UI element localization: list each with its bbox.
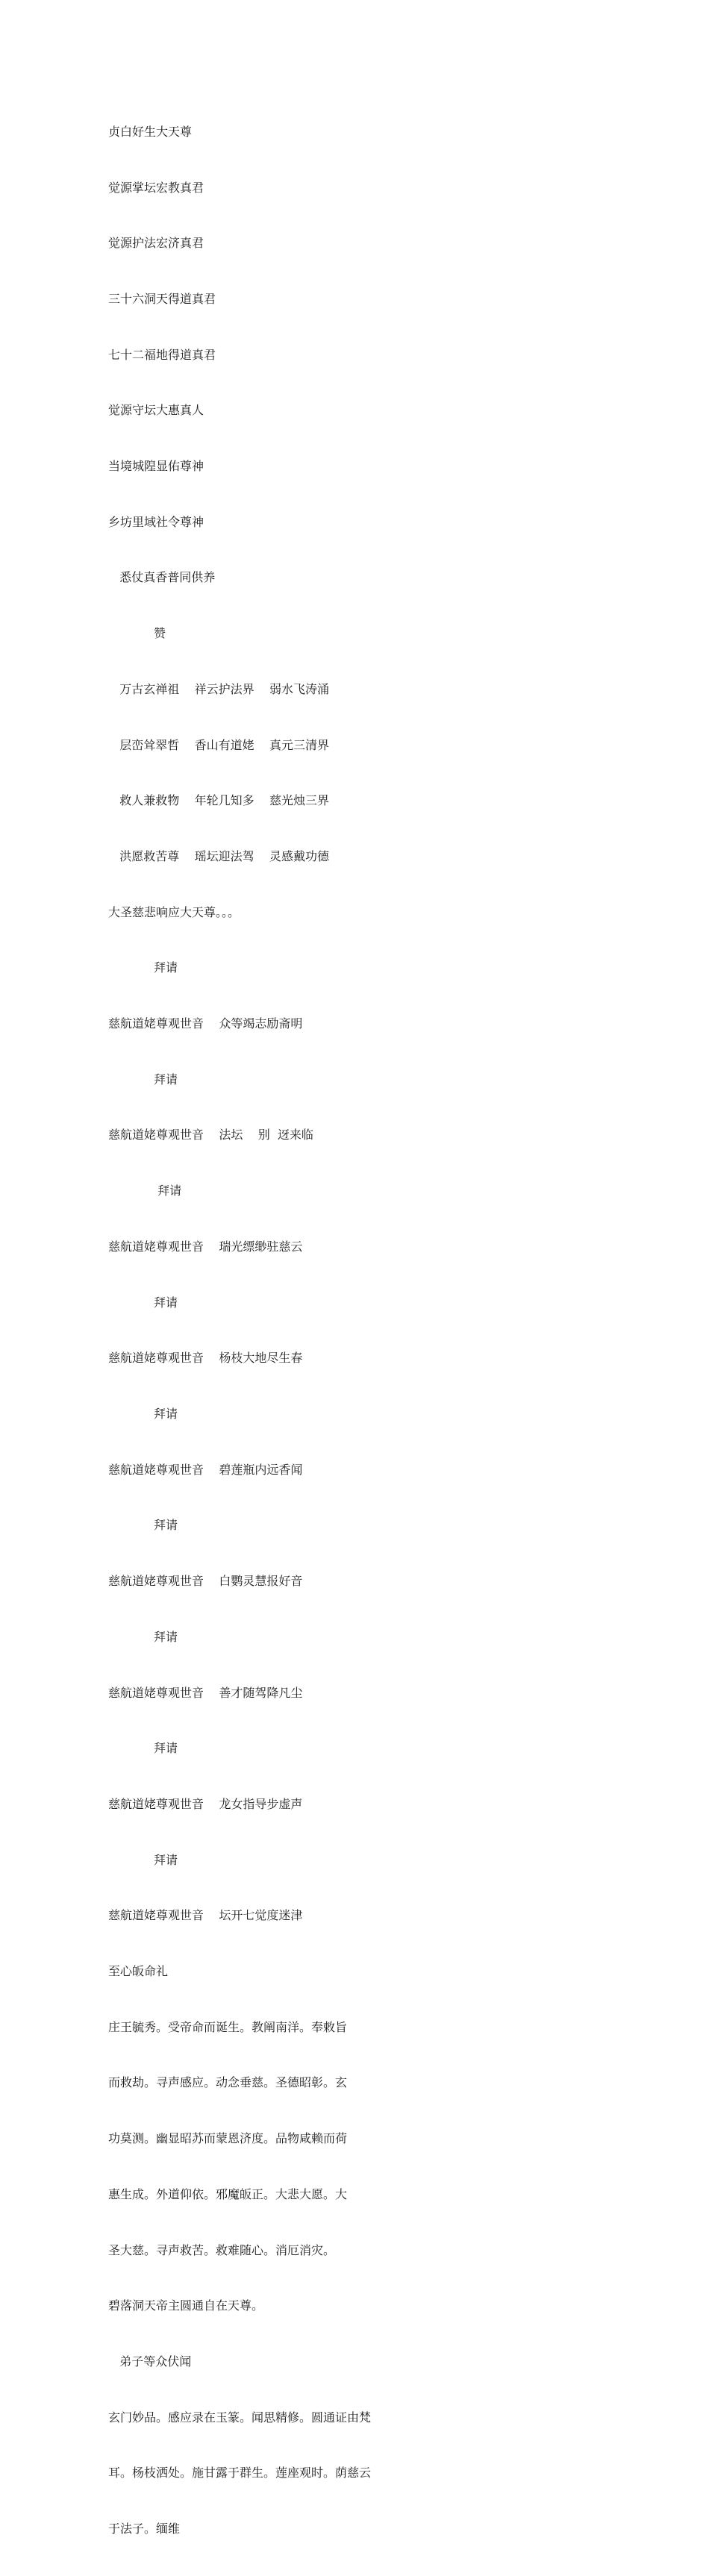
- paragraph-line: 碧落洞天帝主圆通自在天尊。: [108, 2298, 264, 2313]
- verse-line: 洪愿救苦尊 瑶坛迎法驾 灵感戴功德: [108, 848, 329, 863]
- section-heading: 赞: [108, 626, 166, 641]
- paragraph-line: 庄王毓秀。受帝命而诞生。教阐南洋。奉敕旨: [108, 2019, 348, 2034]
- text-line: 至心皈命礼: [108, 1964, 169, 1979]
- text-line: 大圣慈悲响应大天尊。。。: [108, 904, 240, 919]
- invocation-line: 慈航道姥尊观世音 碧莲瓶内远香闻: [108, 1462, 303, 1477]
- text-line: 三十六洞天得道真君: [108, 291, 216, 306]
- invocation-heading: 拜请: [108, 960, 178, 975]
- text-line: 当境城隍显佑尊神: [108, 459, 204, 474]
- text-line: 弟子等众伏闻: [108, 2354, 192, 2369]
- paragraph-line: 圣大慈。寻声救苦。救难随心。消厄消灾。: [108, 2242, 336, 2257]
- paragraph-line: 玄门妙品。感应录在玉篆。闻思精修。圆通证由梵: [108, 2410, 372, 2425]
- invocation-line: 慈航道姥尊观世音 坛开七觉度迷津: [108, 1908, 303, 1923]
- invocation-line: 慈航道姥尊观世音 瑞光缥缈驻慈云: [108, 1239, 303, 1254]
- text-line: 七十二福地得道真君: [108, 347, 216, 362]
- invocation-heading: 拜请: [108, 1295, 178, 1310]
- verse-line: 救人兼救物 年轮几知多 慈光烛三界: [108, 793, 329, 808]
- invocation-heading: 拜请: [108, 1852, 178, 1867]
- paragraph-line: 功莫测。幽显昭苏而蒙恩济度。品物咸赖而荷: [108, 2131, 348, 2146]
- invocation-heading: 拜请: [108, 1406, 178, 1421]
- invocation-line: 慈航道姥尊观世音 白鹦灵慧报好音: [108, 1574, 303, 1589]
- invocation-line: 慈航道姥尊观世音 龙女指导步虚声: [108, 1796, 303, 1811]
- text-line: 觉源护法宏济真君: [108, 236, 204, 251]
- invocation-heading: 拜请: [108, 1518, 178, 1533]
- invocation-line: 慈航道姥尊观世音 杨枝大地尽生春: [108, 1351, 303, 1366]
- text-line: 觉源掌坛宏教真君: [108, 180, 204, 195]
- invocation-heading: 拜请: [108, 1184, 182, 1198]
- scripture-text: [108, 86, 407, 2576]
- verse-line: 层峦耸翠哲 香山有道姥 真元三清界: [108, 737, 329, 752]
- invocation-line: 慈航道姥尊观世音 众等竭志励斋明: [108, 1016, 303, 1031]
- verse-line: 万古玄禅祖 祥云护法界 弱水飞涛涌: [108, 681, 329, 696]
- text-line: 悉仗真香普同供养: [108, 570, 216, 585]
- text-line: 贞白好生大天尊: [108, 124, 193, 139]
- paragraph-line: 耳。杨枝洒处。施甘露于群生。莲座观时。荫慈云: [108, 2466, 372, 2480]
- paragraph-line: 惠生成。外道仰依。邪魔皈正。大悲大愿。大: [108, 2186, 348, 2201]
- text-line: 乡坊里域社令尊神: [108, 514, 204, 529]
- invocation-line: 慈航道姥尊观世音 善才随驾降凡尘: [108, 1685, 303, 1700]
- paragraph-line: 于法子。缅维: [108, 2522, 181, 2536]
- paragraph-line: 而救劫。寻声感应。动念垂慈。圣德昭彰。玄: [108, 2075, 348, 2090]
- invocation-heading: 拜请: [108, 1072, 178, 1087]
- text-line: 觉源守坛大惠真人: [108, 403, 204, 418]
- invocation-heading: 拜请: [108, 1629, 178, 1644]
- invocation-line: 慈航道姥尊观世音 法坛 别 迓来临: [108, 1128, 313, 1142]
- invocation-heading: 拜请: [108, 1741, 178, 1756]
